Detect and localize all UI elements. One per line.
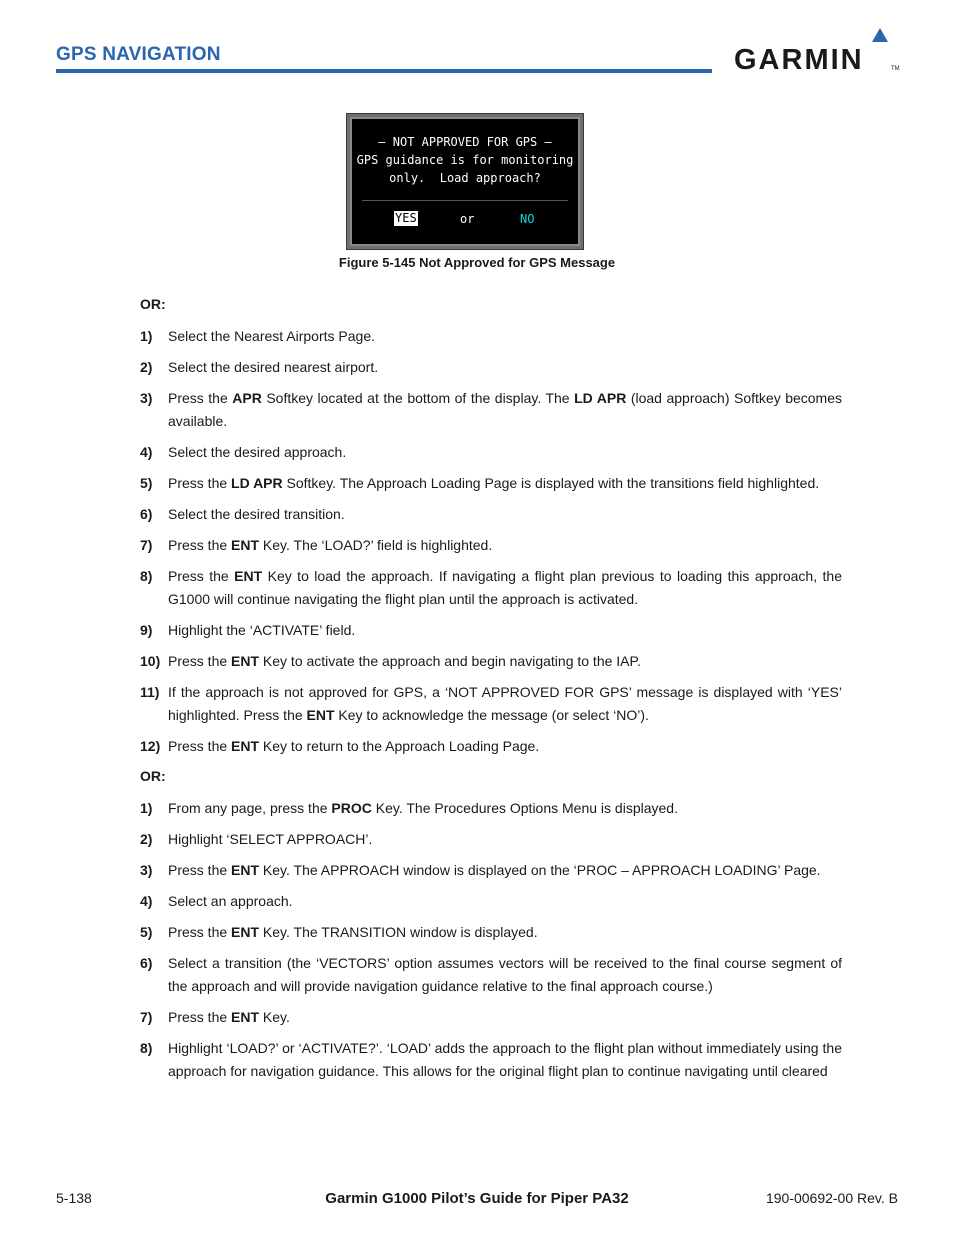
step-text: If the approach is not approved for GPS, a ‘NOT APPROVED FOR GPS’ message is displayed with ‘YES’ highlighted. Press the ENT Key to acknowledge the message (or select ‘NO’).	[168, 684, 842, 723]
key-name: PROC	[331, 800, 372, 816]
not-approved-screen-figure	[346, 113, 584, 250]
step-number: 2)	[140, 831, 153, 847]
step-text: Select the desired nearest airport.	[168, 359, 379, 375]
procedure-step	[140, 650, 842, 673]
key-name: APR	[232, 390, 262, 406]
logo-triangle-icon	[872, 28, 888, 42]
step-number: 1)	[140, 328, 153, 344]
screen-yes-option: YES	[395, 211, 417, 225]
procedure-step	[140, 859, 842, 882]
procedure-step	[140, 387, 842, 433]
step-text: Press the LD APR Softkey. The Approach Loading Page is displayed with the transitions field highlighted.	[168, 475, 820, 491]
step-number: 6)	[140, 955, 153, 971]
screen-display	[350, 117, 580, 246]
procedure-step	[140, 797, 842, 820]
step-number: 2)	[140, 359, 153, 375]
step-text: Press the ENT Key to return to the Approach Loading Page.	[168, 738, 540, 754]
step-number: 4)	[140, 444, 153, 460]
step-number: 6)	[140, 506, 153, 522]
procedure-step	[140, 735, 842, 758]
step-list-1	[140, 325, 842, 758]
step-text: Select the desired approach.	[168, 444, 347, 460]
document-number: 190-00692-00 Rev. B	[765, 1190, 898, 1206]
procedure-step	[140, 952, 842, 998]
procedure-step	[140, 565, 842, 611]
step-text: Select a transition (the ‘VECTORS’ option assumes vectors will be received to the final course segment of the approach and will provide navigation guidance relative to the final approach course.)	[168, 955, 842, 994]
step-text: Press the ENT Key to activate the approach and begin navigating to the IAP.	[168, 653, 641, 669]
step-number: 5)	[140, 475, 153, 491]
step-text: Highlight ‘SELECT APPROACH’.	[168, 831, 373, 847]
step-text: Select an approach.	[168, 893, 293, 909]
footer-title: Garmin G1000 Pilot’s Guide for Piper PA32	[325, 1190, 629, 1207]
key-name: LD APR	[574, 390, 627, 406]
key-name: ENT	[231, 924, 260, 940]
step-number: 9)	[140, 622, 153, 638]
section-title: GPS NAVIGATION	[56, 44, 221, 65]
key-name: ENT	[234, 568, 263, 584]
step-text: Press the ENT Key to load the approach. If navigating a flight plan previous to loading this approach, the G1000 will continue navigating the flight plan until the approach is activated.	[168, 568, 843, 607]
screen-line: only. Load approach?	[389, 171, 541, 185]
procedure-step	[140, 619, 842, 642]
step-number: 7)	[140, 537, 153, 553]
logo-text: GARMIN	[734, 44, 864, 76]
step-number: 3)	[140, 862, 153, 878]
step-number: 1)	[140, 800, 153, 816]
step-text: Select the desired transition.	[168, 506, 345, 522]
header-rule	[56, 69, 712, 73]
screen-line: – NOT APPROVED FOR GPS –	[378, 135, 552, 149]
procedure-step	[140, 681, 842, 727]
key-name: ENT	[231, 1009, 260, 1025]
step-number: 8)	[140, 568, 153, 584]
procedure-step	[140, 890, 842, 913]
procedure-step	[140, 441, 842, 464]
key-name: LD APR	[231, 475, 283, 491]
screen-no-option: NO	[520, 212, 535, 226]
logo-trademark: TM	[891, 66, 900, 72]
step-text: From any page, press the PROC Key. The Procedures Options Menu is displayed.	[168, 800, 678, 816]
step-number: 5)	[140, 924, 153, 940]
key-name: ENT	[231, 738, 260, 754]
procedure-step	[140, 921, 842, 944]
step-number: 10)	[140, 653, 161, 669]
step-text: Highlight ‘LOAD?’ or ‘ACTIVATE?’. ‘LOAD’ adds the approach to the flight plan without immediately using the approach for navigation guidance. This allows for the original flight plan to continue navigating until cleared	[168, 1040, 842, 1079]
step-text: Press the APR Softkey located at the bottom of the display. The LD APR (load approach) Softkey becomes available.	[168, 390, 843, 429]
step-text: Press the ENT Key. The TRANSITION window is displayed.	[168, 924, 538, 940]
screen-line: GPS guidance is for monitoring	[356, 153, 574, 167]
or-label: OR:	[140, 768, 166, 784]
step-number: 12)	[140, 738, 161, 754]
step-text: Press the ENT Key.	[168, 1009, 290, 1025]
key-name: ENT	[231, 537, 260, 553]
step-number: 8)	[140, 1040, 153, 1056]
figure-caption: Figure 5-145 Not Approved for GPS Message	[338, 255, 616, 270]
step-number: 3)	[140, 390, 153, 406]
garmin-logo	[734, 28, 900, 78]
page-number: 5-138	[56, 1190, 92, 1206]
procedure-step	[140, 325, 842, 348]
step-list-2	[140, 797, 842, 1083]
procedure-step	[140, 534, 842, 557]
screen-divider	[362, 200, 568, 201]
procedure-step	[140, 503, 842, 526]
step-text: Select the Nearest Airports Page.	[168, 328, 375, 344]
procedure-step	[140, 356, 842, 379]
screen-or-label: or	[460, 212, 475, 226]
procedure-step	[140, 472, 842, 495]
step-text: Highlight the ‘ACTIVATE’ field.	[168, 622, 356, 638]
procedure-step	[140, 828, 842, 851]
step-number: 7)	[140, 1009, 153, 1025]
step-number: 4)	[140, 893, 153, 909]
key-name: ENT	[231, 862, 260, 878]
step-number: 11)	[140, 684, 160, 700]
step-text: Press the ENT Key. The APPROACH window is displayed on the ‘PROC – APPROACH LOADING’ Page.	[168, 862, 821, 878]
step-text: Press the ENT Key. The ‘LOAD?’ field is highlighted.	[168, 537, 493, 553]
procedure-step	[140, 1037, 842, 1083]
key-name: ENT	[306, 707, 335, 723]
key-name: ENT	[231, 653, 260, 669]
procedure-step	[140, 1006, 842, 1029]
procedure-content	[140, 290, 842, 1091]
or-label: OR:	[140, 296, 166, 312]
screen-message	[352, 133, 578, 187]
